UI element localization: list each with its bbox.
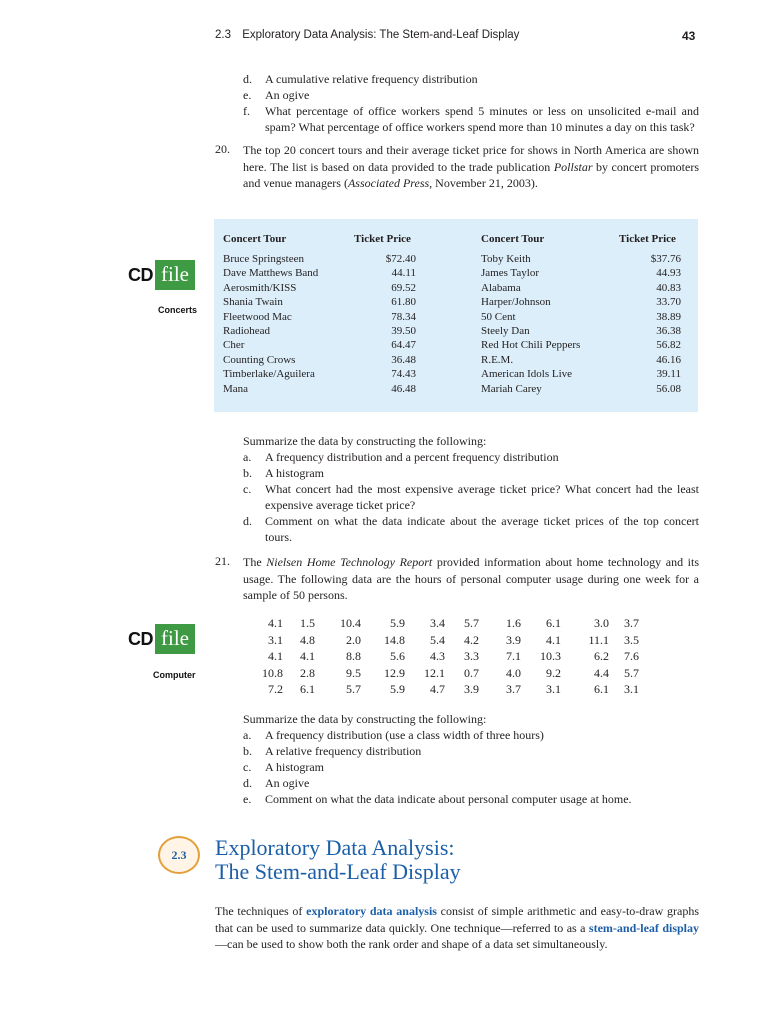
table-cell: 5.4 xyxy=(430,632,445,647)
table-cell: 6.1 xyxy=(300,682,315,696)
table-cell: 2.0 xyxy=(346,632,361,647)
exercise-20-text: The top 20 concert tours and their average ticket price for shows in North America are shown here. The list is based on data provided to the trade publication Pollstar by concert promoters and venue managers (Associated Press, November 21, 2003). xyxy=(243,143,699,190)
table-cell: $72.40 xyxy=(385,253,416,265)
concert-table xyxy=(214,219,698,412)
table-cell: Fleetwood Mac xyxy=(223,310,292,323)
list-item: d. An ogive xyxy=(243,776,310,790)
table-cell: 74.43 xyxy=(391,368,416,381)
table-cell: Shania Twain xyxy=(223,296,283,309)
table-cell: 10.8 xyxy=(262,665,283,680)
table-row xyxy=(255,665,639,682)
table-cell: 1.5 xyxy=(300,616,315,630)
page-number: 43 xyxy=(682,29,696,43)
column-header: Concert Tour xyxy=(481,233,545,245)
table-cell: 3.4 xyxy=(430,616,445,630)
table-cell: Aerosmith/KISS xyxy=(223,281,297,294)
table-cell: 3.1 xyxy=(624,682,639,696)
table-cell: 3.1 xyxy=(546,682,561,696)
cd-file-badge xyxy=(128,260,195,290)
table-cell: James Taylor xyxy=(481,267,539,280)
table-cell: Alabama xyxy=(481,281,521,294)
price-column-right xyxy=(619,252,681,396)
table-cell: 4.4 xyxy=(594,665,609,680)
table-row xyxy=(255,632,639,649)
table-cell: Cher xyxy=(223,339,245,352)
cd-logo: CD xyxy=(128,628,153,649)
table-cell: 44.11 xyxy=(391,267,416,280)
table-cell: 33.70 xyxy=(656,296,681,309)
table-cell: Toby Keith xyxy=(481,253,531,265)
table-cell: 14.8 xyxy=(384,632,405,647)
file-logo: file xyxy=(155,260,195,290)
table-row xyxy=(255,681,639,698)
table-cell: 0.7 xyxy=(464,665,479,680)
table-cell: 4.1 xyxy=(300,649,315,663)
list-item: c. A histogram xyxy=(243,760,324,774)
list-item: e. An ogive xyxy=(243,88,310,102)
table-cell: 4.3 xyxy=(430,649,445,663)
running-header xyxy=(215,29,519,41)
table-cell: 5.9 xyxy=(390,616,405,630)
section-number-badge: 2.3 xyxy=(158,836,200,874)
table-cell: R.E.M. xyxy=(481,353,514,366)
table-cell: 1.6 xyxy=(506,616,521,630)
table-cell: $37.76 xyxy=(650,253,681,265)
parts-intro: Summarize the data by constructing the following: xyxy=(243,712,487,726)
table-cell: 2.8 xyxy=(300,665,315,680)
table-cell: 4.1 xyxy=(268,616,283,630)
tour-column-right xyxy=(481,252,580,396)
table-cell: 3.9 xyxy=(506,632,521,647)
table-cell: Radiohead xyxy=(223,325,271,338)
table-cell: 4.1 xyxy=(546,632,561,647)
list-item: b. A histogram xyxy=(243,466,324,480)
table-cell: 5.7 xyxy=(624,665,639,680)
table-cell: 5.7 xyxy=(464,616,479,630)
exercise-19-list xyxy=(243,71,699,135)
exercise-20-parts xyxy=(243,433,699,545)
table-cell: 39.50 xyxy=(391,325,416,338)
table-cell: 3.5 xyxy=(624,632,639,647)
list-item: d. Comment on what the data indicate about the average ticket prices of the top concert tours. xyxy=(243,514,699,544)
table-cell: 3.7 xyxy=(624,616,639,630)
table-cell: 6.1 xyxy=(546,616,561,630)
list-item: c. What concert had the most expensive average ticket price? What concert had the least expensive average ticket price? xyxy=(243,482,699,512)
table-cell: 56.82 xyxy=(656,339,681,352)
table-cell: 4.2 xyxy=(464,632,479,647)
table-cell: 8.8 xyxy=(346,649,361,663)
exercise-21-text: The Nielsen Home Technology Report provided information about home technology and its usage. The following data are the hours of personal computer usage during one week for a sample of 50 persons. xyxy=(243,555,699,602)
table-cell: 5.6 xyxy=(390,649,405,663)
table-cell: Counting Crows xyxy=(223,353,296,366)
table-row xyxy=(255,648,639,665)
table-cell: 5.9 xyxy=(390,682,405,696)
table-cell: 7.1 xyxy=(506,649,521,663)
table-cell: 4.8 xyxy=(300,632,315,647)
table-row xyxy=(255,615,639,632)
column-header: Ticket Price xyxy=(619,233,676,245)
exercise-21-parts xyxy=(243,711,699,807)
table-cell: 3.0 xyxy=(594,616,609,630)
tour-column-left xyxy=(223,252,318,396)
section-title-line: The Stem-and-Leaf Display xyxy=(215,859,461,884)
table-cell: 6.1 xyxy=(594,682,609,696)
computer-hours-table xyxy=(255,615,639,698)
table-cell: 4.7 xyxy=(430,682,445,696)
table-cell: Dave Matthews Band xyxy=(223,267,319,280)
table-cell: 6.2 xyxy=(594,649,609,663)
cd-logo: CD xyxy=(128,264,153,285)
table-cell: 50 Cent xyxy=(481,310,516,323)
column-header: Ticket Price xyxy=(354,233,411,245)
table-cell: 36.38 xyxy=(656,325,681,338)
table-cell: 78.34 xyxy=(391,310,416,323)
table-cell: 36.48 xyxy=(391,353,416,366)
cd-file-badge xyxy=(128,624,195,654)
list-item: e. Comment on what the data indicate about personal computer usage at home. xyxy=(243,792,632,806)
exercise-number: 20. xyxy=(215,142,230,156)
table-cell: 46.48 xyxy=(391,382,416,395)
section-body: The techniques of exploratory data analysis consist of simple arithmetic and easy-to-draw graphs that can be used to summarize data quickly. One technique—referred to as a stem-and-leaf display—can be used to show both the rank order and shape of a data set simultaneously. xyxy=(215,904,699,951)
table-cell: 3.7 xyxy=(506,682,521,696)
table-cell: 4.0 xyxy=(506,665,521,680)
key-term: exploratory data analysis xyxy=(306,904,437,918)
table-cell: 44.93 xyxy=(656,267,681,280)
table-cell: 40.83 xyxy=(656,281,681,294)
table-cell: 3.3 xyxy=(464,649,479,663)
table-cell: 46.16 xyxy=(656,353,681,366)
list-item: b. A relative frequency distribution xyxy=(243,744,422,758)
file-logo: file xyxy=(155,624,195,654)
section-title xyxy=(215,836,461,884)
table-cell: 11.1 xyxy=(588,632,609,647)
table-cell: 7.6 xyxy=(624,649,639,663)
cd-file-label: Computer xyxy=(153,670,196,680)
list-item: d. A cumulative relative frequency distribution xyxy=(243,72,478,86)
table-cell: 39.11 xyxy=(656,368,681,381)
key-term: stem-and-leaf display xyxy=(588,920,699,935)
table-cell: Bruce Springsteen xyxy=(223,253,304,265)
table-cell: 61.80 xyxy=(391,296,416,309)
table-cell: 7.2 xyxy=(268,682,283,696)
table-cell: 12.9 xyxy=(384,665,405,680)
table-cell: Mana xyxy=(223,382,249,395)
list-item: a. A frequency distribution and a percent frequency distribution xyxy=(243,450,559,464)
table-cell: 64.47 xyxy=(391,339,416,352)
table-cell: 69.52 xyxy=(391,281,416,294)
table-cell: 9.5 xyxy=(346,665,361,680)
table-cell: Timberlake/Aguilera xyxy=(223,368,315,381)
column-header: Concert Tour xyxy=(223,233,287,245)
table-cell: Red Hot Chili Peppers xyxy=(481,339,581,352)
exercise-number: 21. xyxy=(215,554,230,568)
parts-intro: Summarize the data by constructing the following: xyxy=(243,434,487,448)
header-title: Exploratory Data Analysis: The Stem-and-Leaf Display xyxy=(242,29,520,41)
list-item: a. A frequency distribution (use a class width of three hours) xyxy=(243,728,544,742)
header-section-number: 2.3 xyxy=(215,29,231,41)
list-item: f. What percentage of office workers spend 5 minutes or less on unsolicited e-mail and spam? What percentage of office workers spend more than 10 minutes a day on this task? xyxy=(243,104,699,134)
table-cell: 38.89 xyxy=(656,310,681,323)
table-cell: 3.1 xyxy=(268,632,283,647)
table-cell: 9.2 xyxy=(546,665,561,680)
price-column-left xyxy=(354,252,416,396)
table-cell: 56.08 xyxy=(656,382,681,395)
table-cell: 3.9 xyxy=(464,682,479,696)
table-cell: 12.1 xyxy=(424,665,445,680)
table-cell: Steely Dan xyxy=(481,325,530,338)
table-cell: 10.3 xyxy=(540,649,561,663)
table-cell: 4.1 xyxy=(268,649,283,663)
table-cell: Harper/Johnson xyxy=(481,296,551,309)
table-cell: 5.7 xyxy=(346,682,361,696)
cd-file-label: Concerts xyxy=(158,305,198,315)
table-cell: Mariah Carey xyxy=(481,382,542,395)
table-cell: American Idols Live xyxy=(481,368,573,381)
table-cell: 10.4 xyxy=(340,616,361,630)
section-title-line: Exploratory Data Analysis: xyxy=(215,835,455,860)
